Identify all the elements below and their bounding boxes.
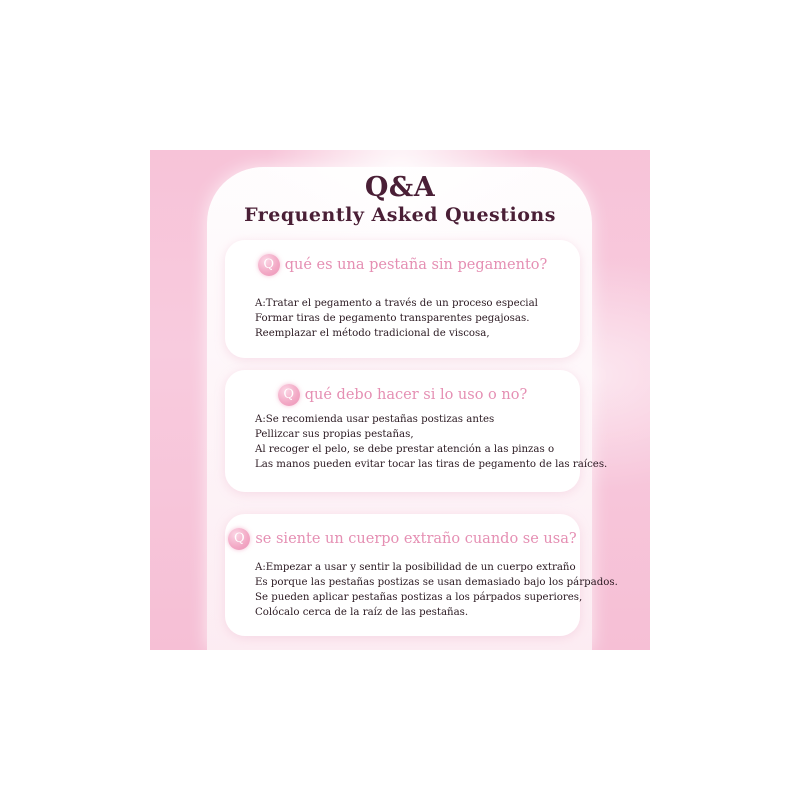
faq-card-3 [225, 514, 618, 636]
faq-question-row [225, 254, 580, 276]
faq-question: qué debo hacer si lo uso o no? [304, 387, 528, 403]
faq-question: se siente un cuerpo extraño cuando se usa? [255, 531, 577, 547]
faq-card-1 [225, 240, 580, 358]
q-badge-icon: Q [228, 528, 250, 550]
answer-line: Reemplazar el método tradicional de viscosa, [255, 328, 490, 339]
answer-line: Pellizcar sus propias pestañas, [255, 429, 414, 440]
faq-question-row [225, 384, 580, 406]
answer-line: Es porque las pestañas postizas se usan demasiado bajo los párpados. [255, 577, 618, 588]
answer-line: A:Tratar el pegamento a través de un proceso especial [255, 298, 538, 309]
answer-line: Al recoger el pelo, se debe prestar atención a las pinzas o [255, 444, 555, 455]
faq-question-row [225, 528, 580, 550]
answer-line: A:Empezar a usar y sentir la posibilidad de un cuerpo extraño [255, 562, 576, 573]
answer-line: Se pueden aplicar pestañas postizas a los párpados superiores, [255, 592, 583, 603]
answer-line: A:Se recomienda usar pestañas postizas antes [255, 414, 495, 425]
faq-answer [255, 296, 538, 341]
q-badge-icon: Q [258, 254, 280, 276]
faq-card-2 [225, 370, 608, 492]
faq-poster [150, 150, 650, 650]
answer-line: Las manos pueden evitar tocar las tiras de pegamento de las raíces. [255, 459, 608, 470]
page-subtitle: Frequently Asked Questions [244, 204, 556, 226]
q-badge-icon: Q [278, 384, 300, 406]
answer-line: Formar tiras de pegamento transparentes pegajosas. [255, 313, 530, 324]
faq-question: qué es una pestaña sin pegamento? [284, 257, 548, 273]
answer-line: Colócalo cerca de la raíz de las pestañas. [255, 607, 469, 618]
faq-answer [255, 560, 618, 620]
page-title: Q&A [364, 172, 436, 203]
faq-answer [255, 412, 607, 472]
